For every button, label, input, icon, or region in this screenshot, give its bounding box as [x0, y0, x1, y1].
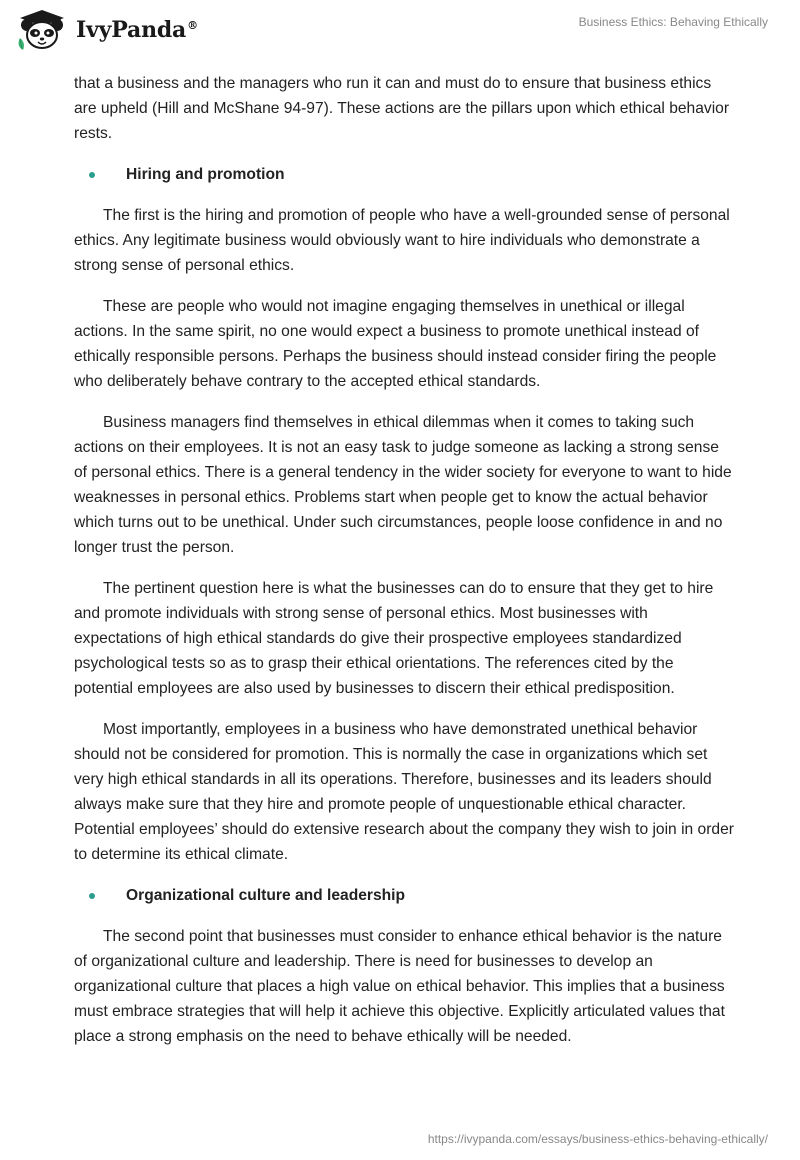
paragraph: Most importantly, employees in a business who have demonstrated unethical behavior should not be considered for promotion. This is normally the case in organizations which set very high ethical standards in all its operations. Therefore, businesses and its leaders should always make sure that they hire and promote people of unquestionable ethical character. Potential employees’ should do extensive research about the company they wish to join in order to determine its ethical climate.: [74, 721, 734, 863]
paragraph: The pertinent question here is what the businesses can do to ensure that they get to hire and promote individuals with strong sense of personal ethics. Most businesses with expectations of high ethical standards do give their prospective employees standardized psychological tests so as to grasp their ethical orientations. The references cited by the potential employees are also used by businesses to discern their ethical predisposition.: [74, 580, 714, 697]
document-title: Business Ethics: Behaving Ethically: [578, 15, 768, 29]
panda-graduate-icon: [14, 8, 70, 52]
paragraph: The second point that businesses must consider to enhance ethical behavior is the nature of organizational culture and leadership. There is need for businesses to develop an organizational culture that places a high value on ethical behavior. This implies that a business must embrace strategies that will help it achieve this objective. Explicitly articulated values that place a strong emphasis on the need to behave ethically will be needed.: [74, 928, 725, 1045]
ivypanda-logo[interactable]: [14, 8, 198, 52]
section-heading-label: Organizational culture and leadership: [126, 887, 406, 904]
section-heading-hiring: [74, 162, 734, 187]
paragraph: These are people who would not imagine engaging themselves in unethical or illegal actions. In the same spirit, no one would expect a business to promote unethical instead of ethically responsible persons. Perhaps the business should instead consider firing the people who deliberately behave contrary to the accepted ethical standards.: [74, 298, 717, 390]
section-heading-label: Hiring and promotion: [126, 166, 285, 183]
paragraph: that a business and the managers who run it can and must do to ensure that business ethics are upheld (Hill and McShane 94-97). These actions are the pillars upon which ethical behavior rests.: [74, 75, 730, 142]
bullet-dot-icon: [89, 172, 95, 178]
bullet-dot-icon: [89, 893, 95, 899]
logo-wordmark: IvyPanda®: [76, 17, 198, 43]
essay-body: [74, 71, 734, 1065]
section-heading-culture: [74, 883, 734, 908]
page-header: [0, 0, 800, 70]
paragraph: The first is the hiring and promotion of people who have a well-grounded sense of personal ethics. Any legitimate business would obviously want to hire individuals who demonstrate a strong sense of personal ethics.: [74, 207, 730, 274]
source-url-link[interactable]: https://ivypanda.com/essays/business-ethics-behaving-ethically/: [427, 1132, 768, 1146]
paragraph: Business managers find themselves in ethical dilemmas when it comes to taking such actions on their employees. It is not an easy task to judge someone as lacking a strong sense of personal ethics. There is a general tendency in the wider society for everyone to want to hide weaknesses in personal ethics. Problems start when people get to know the actual behavior which turns out to be unethical. Under such circumstances, people loose confidence in and no longer trust the person.: [74, 414, 732, 556]
